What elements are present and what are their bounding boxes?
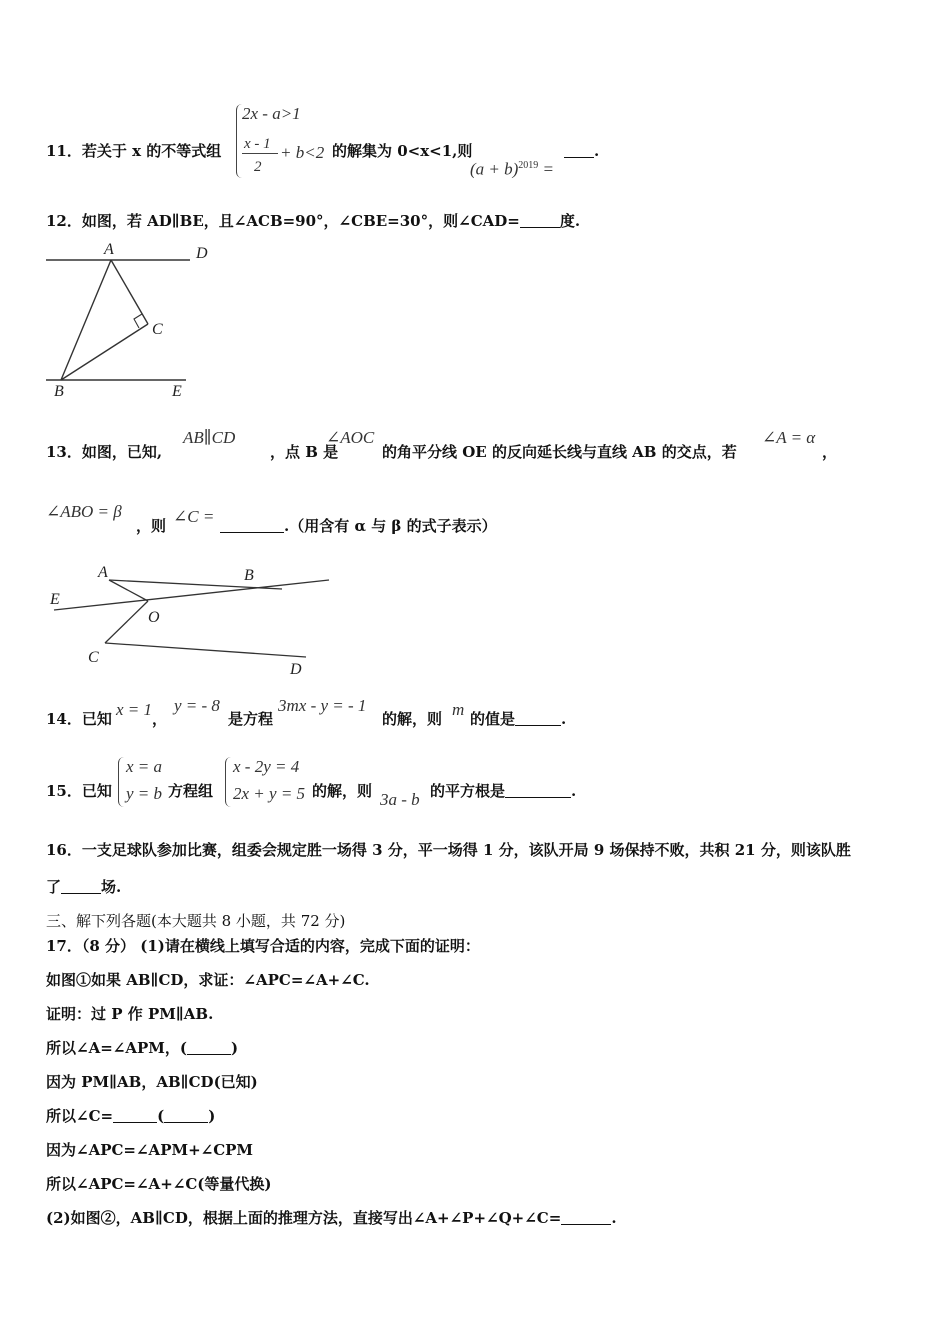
- q17-line6-text: 所以∠C=: [46, 1107, 114, 1125]
- q15-math-expression: 3a - b: [380, 790, 420, 809]
- q13-label-b: B: [244, 567, 254, 584]
- q11-equals: =: [542, 159, 555, 179]
- q12-right-angle-mark: [134, 314, 142, 328]
- q13-math-angle-c: ∠C =: [173, 507, 215, 526]
- q17-line6-open: (: [157, 1107, 165, 1125]
- q11-prefix: 11．若关于 x 的不等式组: [46, 142, 222, 160]
- q11-expression-base: (a + b): [470, 159, 519, 179]
- q15-text2: 的解，则: [312, 782, 373, 800]
- q17-line1: 17．（8 分） (1)请在横线上填写合适的内容，完成下面的证明：: [46, 937, 480, 955]
- q15-text3: 的平方根是: [430, 782, 506, 800]
- q16-answer-blank[interactable]: [61, 879, 101, 894]
- q13-segment-oc: [105, 601, 148, 643]
- q11-system-line1: 2x - a>1: [242, 104, 301, 123]
- q13-label-a: A: [98, 564, 108, 581]
- q13-figure: [44, 560, 344, 682]
- q12-text: [46, 212, 580, 230]
- q16-line2-end: 场.: [101, 878, 122, 896]
- q12-answer-blank[interactable]: [520, 213, 560, 228]
- q15-answer: [430, 782, 576, 800]
- q13-text4: ，则: [136, 517, 167, 535]
- q13-segment-ao: [109, 580, 148, 601]
- q11-answer: [564, 142, 599, 160]
- q11-middle-text: 的解集为 0<x<1,则: [332, 142, 473, 160]
- q13-math-angle-a: ∠A = α: [762, 428, 816, 447]
- q17-line7: 因为∠APC=∠APM+∠CPM: [46, 1141, 254, 1159]
- q17-line9-text: (2)如图②，AB∥CD，根据上面的推理方法，直接写出∠A+∠P+∠Q+∠C=: [46, 1209, 562, 1227]
- q12-label-a: A: [104, 241, 114, 258]
- q17-line6: [46, 1107, 215, 1125]
- q16-line1: 16．一支足球队参加比赛，组委会规定胜一场得 3 分，平一场得 1 分，该队开局 9 场保持不败，共积 21 分，则该队胜: [46, 841, 851, 859]
- q15-answer-blank[interactable]: [505, 783, 571, 798]
- q13-label-d: D: [290, 661, 302, 678]
- q17-line2: 如图①如果 AB∥CD，求证：∠APC=∠A+∠C.: [46, 971, 370, 989]
- q13-text2: 的角平分线 OE 的反向延长线与直线 AB 的交点，若: [382, 443, 737, 461]
- q13-line-cd: [105, 643, 306, 657]
- q15-text1: 方程组: [168, 782, 214, 800]
- q13-math-ab-parallel-cd: AB∥CD: [183, 428, 236, 447]
- q11-answer-blank[interactable]: [564, 143, 594, 158]
- q17-line3: 证明：过 P 作 PM∥AB.: [46, 1005, 214, 1023]
- q12-figure: [40, 238, 220, 402]
- q13-prefix: 13．如图，已知,: [46, 443, 163, 461]
- q14-prefix: 14．已知: [46, 710, 112, 728]
- q12-end: 度.: [559, 212, 581, 230]
- q13-label-c: C: [88, 649, 99, 666]
- q15-prefix: 15．已知: [46, 782, 112, 800]
- q14-text1: 是方程: [228, 710, 274, 728]
- q14-math-m: m: [452, 700, 465, 719]
- q13-answer: [220, 517, 497, 535]
- q12-label-c: C: [152, 321, 163, 338]
- q14-math-y: y = - 8: [174, 696, 220, 715]
- q15-system2-brace: [225, 757, 232, 807]
- q17-line4-text: 所以∠A=∠APM，(: [46, 1039, 187, 1057]
- q17-line8: 所以∠APC=∠A+∠C(等量代换): [46, 1175, 272, 1193]
- q12-segment-cb: [61, 324, 148, 380]
- q13-text5: .（用含有 α 与 β 的式子表示）: [284, 517, 497, 535]
- q15-system2-line2: 2x + y = 5: [233, 784, 306, 803]
- q13-line-ab: [109, 580, 282, 589]
- q15-system1-line2: y = b: [126, 784, 163, 803]
- q11-system-line2-rest: + b<2: [280, 143, 325, 162]
- q17-line4-close: ): [230, 1039, 239, 1057]
- q15-end: .: [571, 782, 577, 800]
- q12-label-d: D: [196, 245, 208, 262]
- q13-text1: ，点 B 是: [270, 443, 339, 461]
- q11-fraction-denominator: 2: [254, 159, 262, 175]
- q12-label-e: E: [172, 383, 182, 400]
- q14-math-equation: 3mx - y = - 1: [278, 696, 367, 715]
- q11-expression: [470, 156, 554, 180]
- q17-line9: [46, 1209, 617, 1227]
- q13-math-angle-abo: ∠ABO = β: [46, 502, 122, 521]
- q17-angle-blank[interactable]: [113, 1108, 157, 1123]
- q17-line6-close: ): [208, 1107, 216, 1125]
- q13-label-o: O: [148, 609, 160, 626]
- q12-segment-ab: [61, 260, 111, 380]
- q11-end: .: [594, 142, 600, 160]
- q11-fraction-bar: [242, 153, 278, 154]
- q11-exponent: 2019: [518, 160, 539, 171]
- q15-system1-line1: x = a: [126, 757, 163, 776]
- q14-text2: 的解，则: [382, 710, 443, 728]
- q15-system2-line1: x - 2y = 4: [233, 757, 300, 776]
- q14-answer-blank[interactable]: [515, 711, 561, 726]
- q17-line4: [46, 1039, 238, 1057]
- q12-stem: 12．如图，若 AD∥BE，且∠ACB=90°，∠CBE=30°，则∠CAD=: [46, 212, 520, 230]
- q14-end: .: [561, 710, 567, 728]
- q11-fraction-numerator: x - 1: [244, 136, 271, 152]
- q13-math-angle-aoc: ∠AOC: [326, 428, 375, 447]
- q17-line9-end: .: [611, 1209, 617, 1227]
- q14-text3: 的值是: [470, 710, 516, 728]
- q12-segment-ac: [111, 260, 148, 324]
- q12-label-b: B: [54, 383, 64, 400]
- q17-line5: 因为 PM∥AB，AB∥CD(已知): [46, 1073, 258, 1091]
- section-3-heading: 三、解下列各题(本大题共 8 小题，共 72 分): [46, 912, 346, 930]
- q17-part2-blank[interactable]: [561, 1210, 611, 1225]
- q16-line2-start: 了: [46, 878, 62, 896]
- q14-answer: [470, 710, 566, 728]
- q13-answer-blank[interactable]: [220, 518, 284, 533]
- q13-text3: ，: [822, 443, 838, 461]
- q15-system1-brace: [118, 757, 125, 807]
- q14-comma: ，: [152, 710, 168, 728]
- q17-reason1-blank[interactable]: [187, 1040, 231, 1055]
- q13-label-e: E: [50, 591, 60, 608]
- q14-math-x: x = 1: [116, 700, 153, 719]
- q16-line2: [46, 878, 121, 896]
- q17-reason2-blank[interactable]: [164, 1108, 208, 1123]
